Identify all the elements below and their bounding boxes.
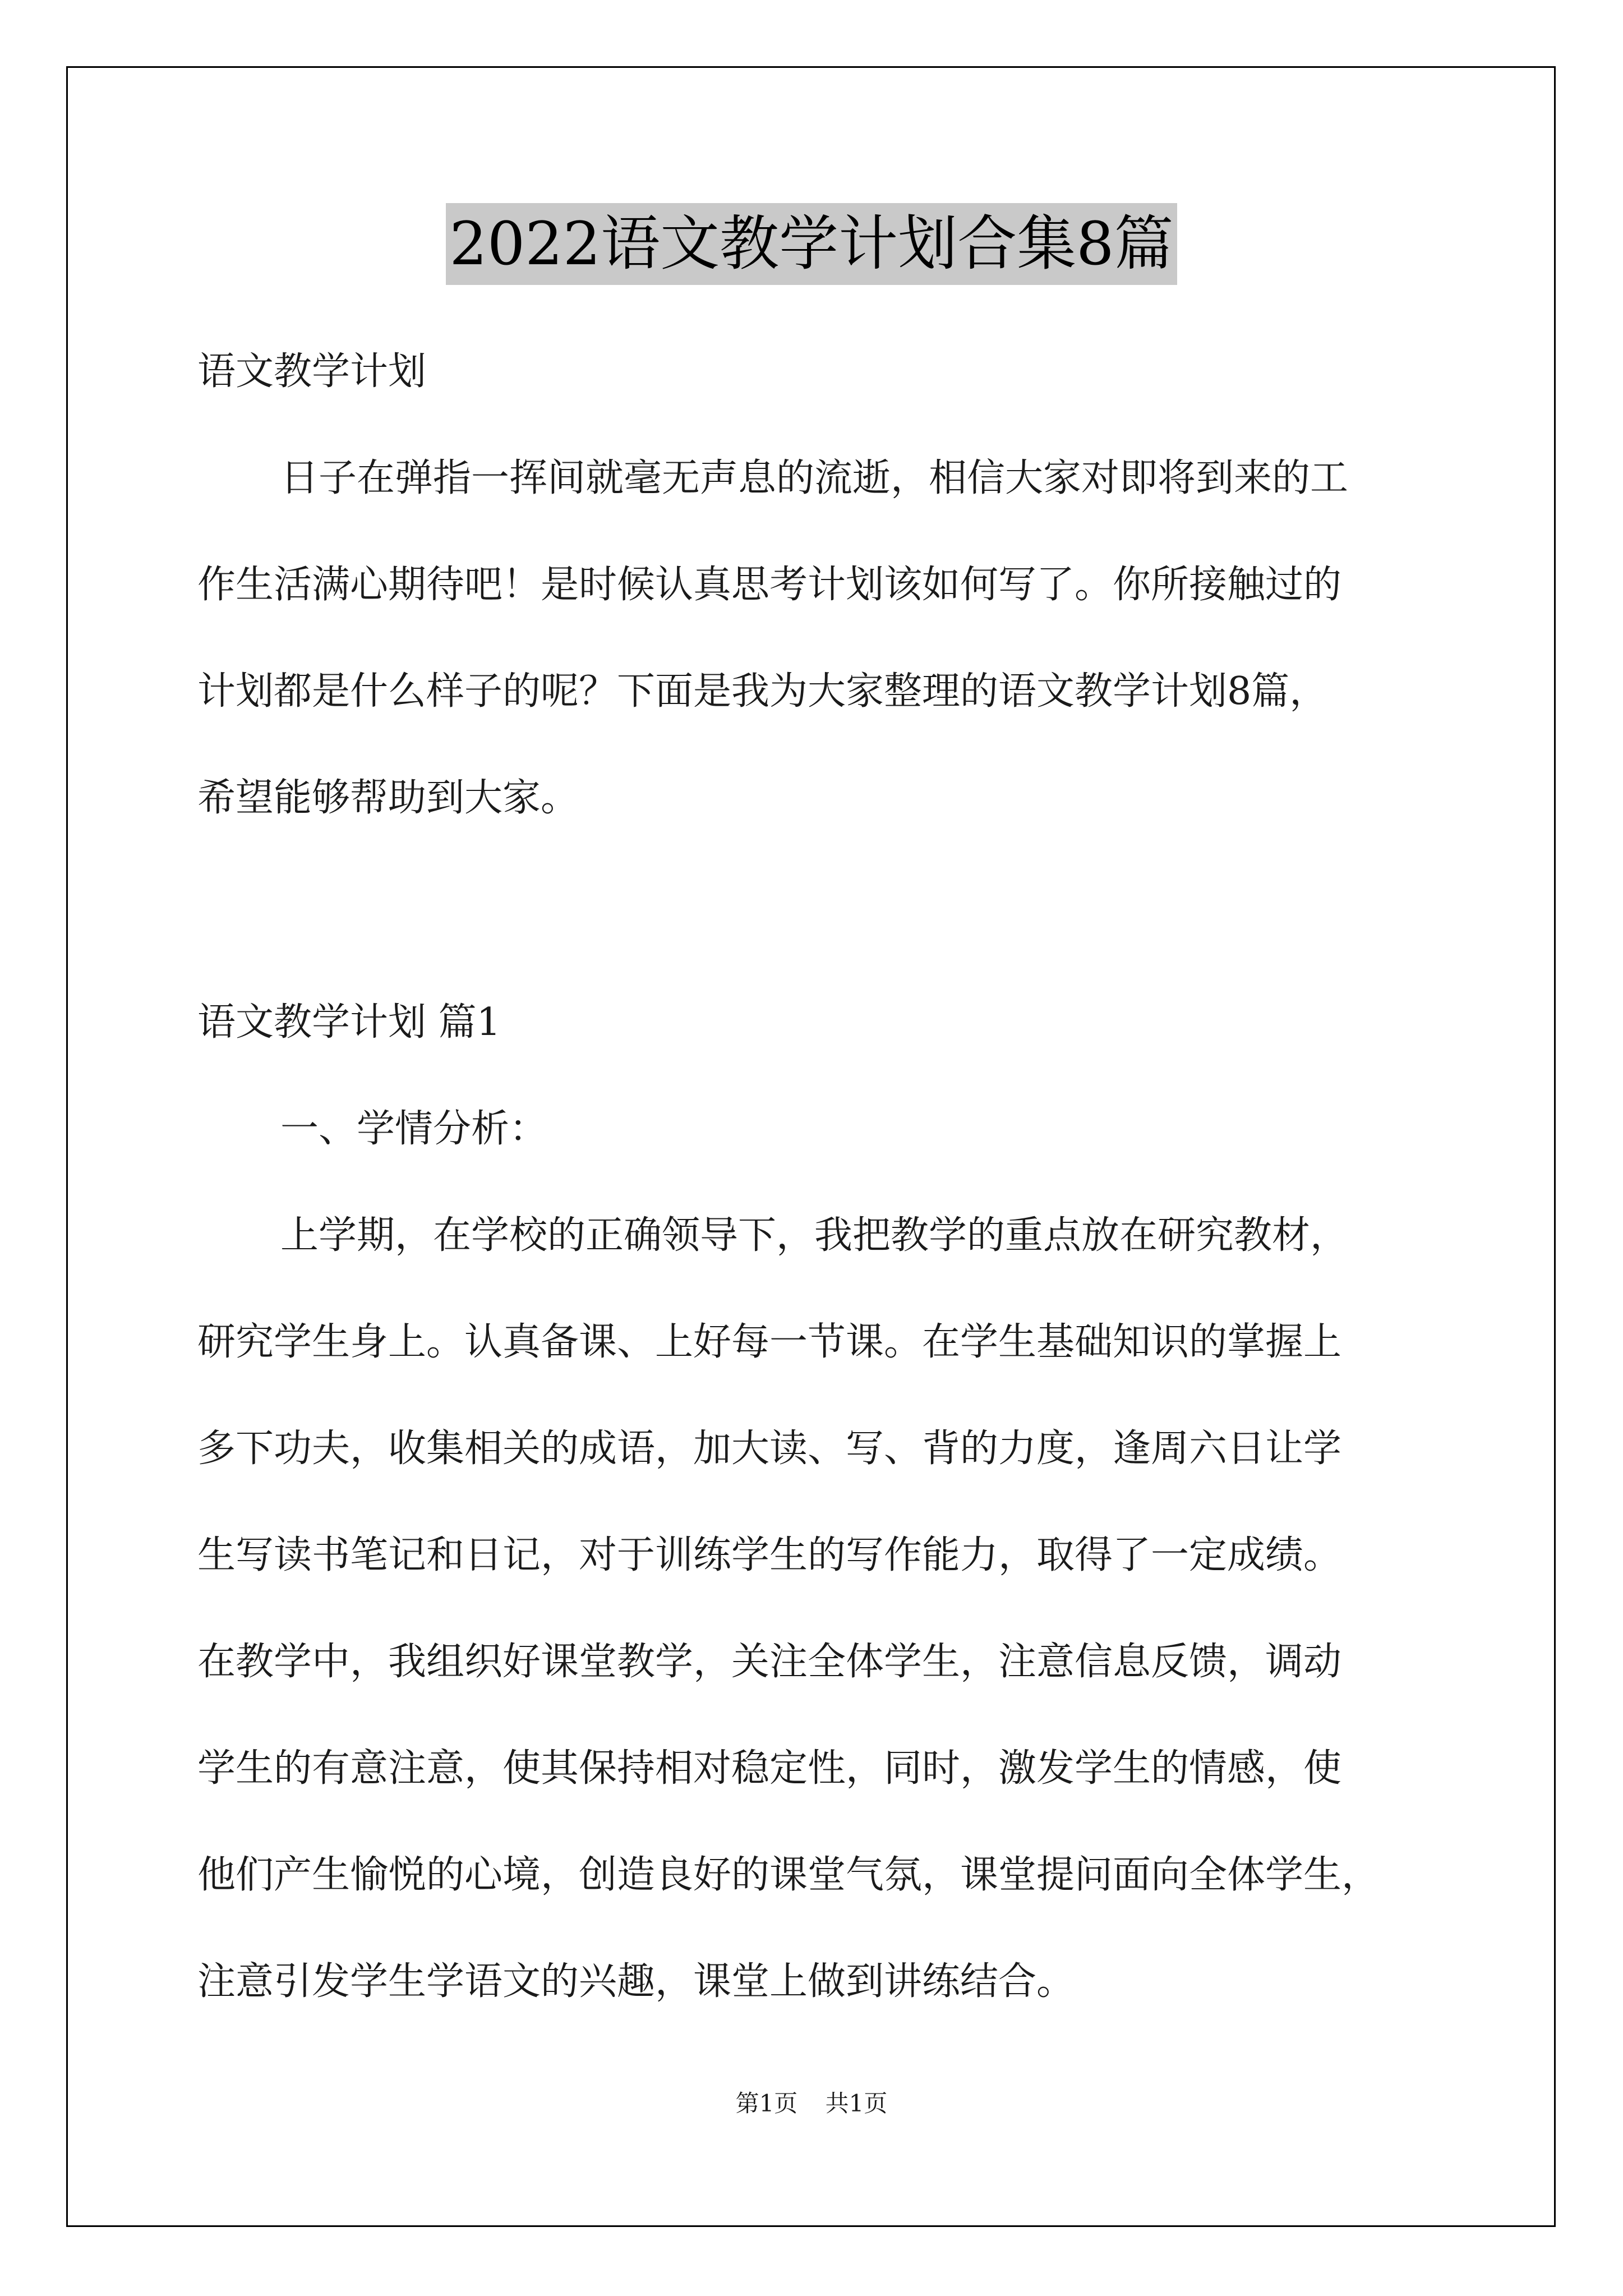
intro-line: 作生活满心期待吧！是时候认真思考计划该如何写了。你所接触过的: [197, 563, 1342, 607]
page-number: 第1页: [735, 2090, 798, 2117]
body-line: 上学期，在学校的正确领导下，我把教学的重点放在研究教材，: [280, 1213, 1349, 1258]
page-total: 共1页: [825, 2090, 888, 2117]
title-container: [0, 203, 1623, 285]
body-line: 注意引发学生学语文的兴趣，课堂上做到讲练结合。: [197, 1959, 1075, 2004]
intro-line: 日子在弹指一挥间就毫无声息的流逝，相信大家对即将到来的工: [280, 456, 1349, 500]
document-body: [197, 319, 1465, 2035]
body-line: 他们产生愉悦的心境，创造良好的课堂气氛，课堂提问面向全体学生，: [197, 1853, 1380, 1897]
document-title: 2022语文教学计划合集8篇: [446, 203, 1177, 285]
intro-line: 计划都是什么样子的呢？下面是我为大家整理的语文教学计划8篇，: [197, 669, 1328, 714]
part-heading: 语文教学计划 篇1: [197, 1000, 501, 1045]
page-footer: [0, 2087, 1623, 2120]
paragraph-gap: [197, 852, 1465, 969]
subheading: 一、学情分析：: [280, 1107, 548, 1151]
body-line: 生写读书笔记和日记，对于训练学生的写作能力，取得了一定成绩。: [197, 1533, 1342, 1577]
body-line: 在教学中，我组织好课堂教学，关注全体学生，注意信息反馈，调动: [197, 1640, 1342, 1684]
section-heading: 语文教学计划: [197, 349, 427, 394]
intro-line: 希望能够帮助到大家。: [197, 776, 579, 820]
body-line: 学生的有意注意，使其保持相对稳定性，同时，激发学生的情感，使: [197, 1746, 1342, 1791]
body-line: 多下功夫，收集相关的成语，加大读、写、背的力度，逢周六日让学: [197, 1427, 1342, 1471]
body-line: 研究学生身上。认真备课、上好每一节课。在学生基础知识的掌握上: [197, 1320, 1342, 1364]
